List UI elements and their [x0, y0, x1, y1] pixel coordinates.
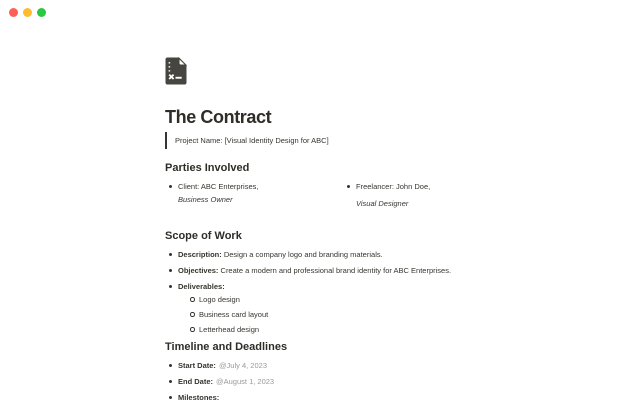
- list-item-business-card-layout: Business card layout: [190, 309, 521, 320]
- heading-scope-of-work: Scope of Work: [165, 230, 242, 242]
- window-controls: [9, 8, 46, 17]
- timeline-list: [165, 360, 521, 403]
- scope-list: [165, 249, 521, 335]
- document-page: [165, 57, 521, 408]
- close-window-button[interactable]: [9, 8, 18, 17]
- page-title: The Contract: [165, 107, 272, 127]
- list-item-logo-design: Logo design: [190, 294, 521, 305]
- start-date-label: Start Date:: [178, 361, 216, 370]
- end-date-label: End Date:: [178, 377, 214, 386]
- project-name-quote: Project Name: [Visual Identity Design for ABC]: [165, 132, 521, 149]
- list-item-start-date: [165, 360, 521, 371]
- freelancer-line: Freelancer: John Doe,: [356, 182, 431, 191]
- list-item-letterhead-design: Letterhead design: [190, 324, 521, 335]
- heading-parties-involved: Parties Involved: [165, 162, 250, 174]
- list-item-client: [165, 181, 343, 205]
- list-item-end-date: [165, 376, 521, 387]
- end-date-mention[interactable]: @August 1, 2023: [216, 377, 275, 386]
- parties-column-client: [165, 181, 343, 209]
- objectives-label: Objectives:: [178, 266, 219, 275]
- client-role: Business Owner: [178, 195, 233, 204]
- parties-column-freelancer: [343, 181, 521, 209]
- start-date-mention[interactable]: @July 4, 2023: [218, 361, 267, 370]
- heading-timeline-deadlines: Timeline and Deadlines: [165, 341, 288, 353]
- parties-columns: [165, 181, 521, 209]
- list-item-freelancer: [343, 181, 521, 209]
- deliverables-sub-list: [178, 294, 521, 335]
- list-item-deliverables: [165, 281, 521, 335]
- list-item-description: [165, 249, 521, 260]
- milestones-label: Milestones:: [178, 393, 220, 402]
- zoom-window-button[interactable]: [37, 8, 46, 17]
- objectives-text: Create a modern and professional brand identity for ABC Enterprises.: [218, 266, 452, 275]
- list-item-milestones: [165, 392, 521, 403]
- deliverables-label: Deliverables:: [178, 282, 225, 291]
- description-label: Description:: [178, 250, 222, 259]
- document-x-icon[interactable]: [165, 57, 187, 85]
- list-item-objectives: [165, 265, 521, 276]
- freelancer-role: Visual Designer: [356, 199, 409, 208]
- minimize-window-button[interactable]: [23, 8, 32, 17]
- description-text: Design a company logo and branding materials.: [221, 250, 383, 259]
- client-line: Client: ABC Enterprises,: [178, 182, 259, 191]
